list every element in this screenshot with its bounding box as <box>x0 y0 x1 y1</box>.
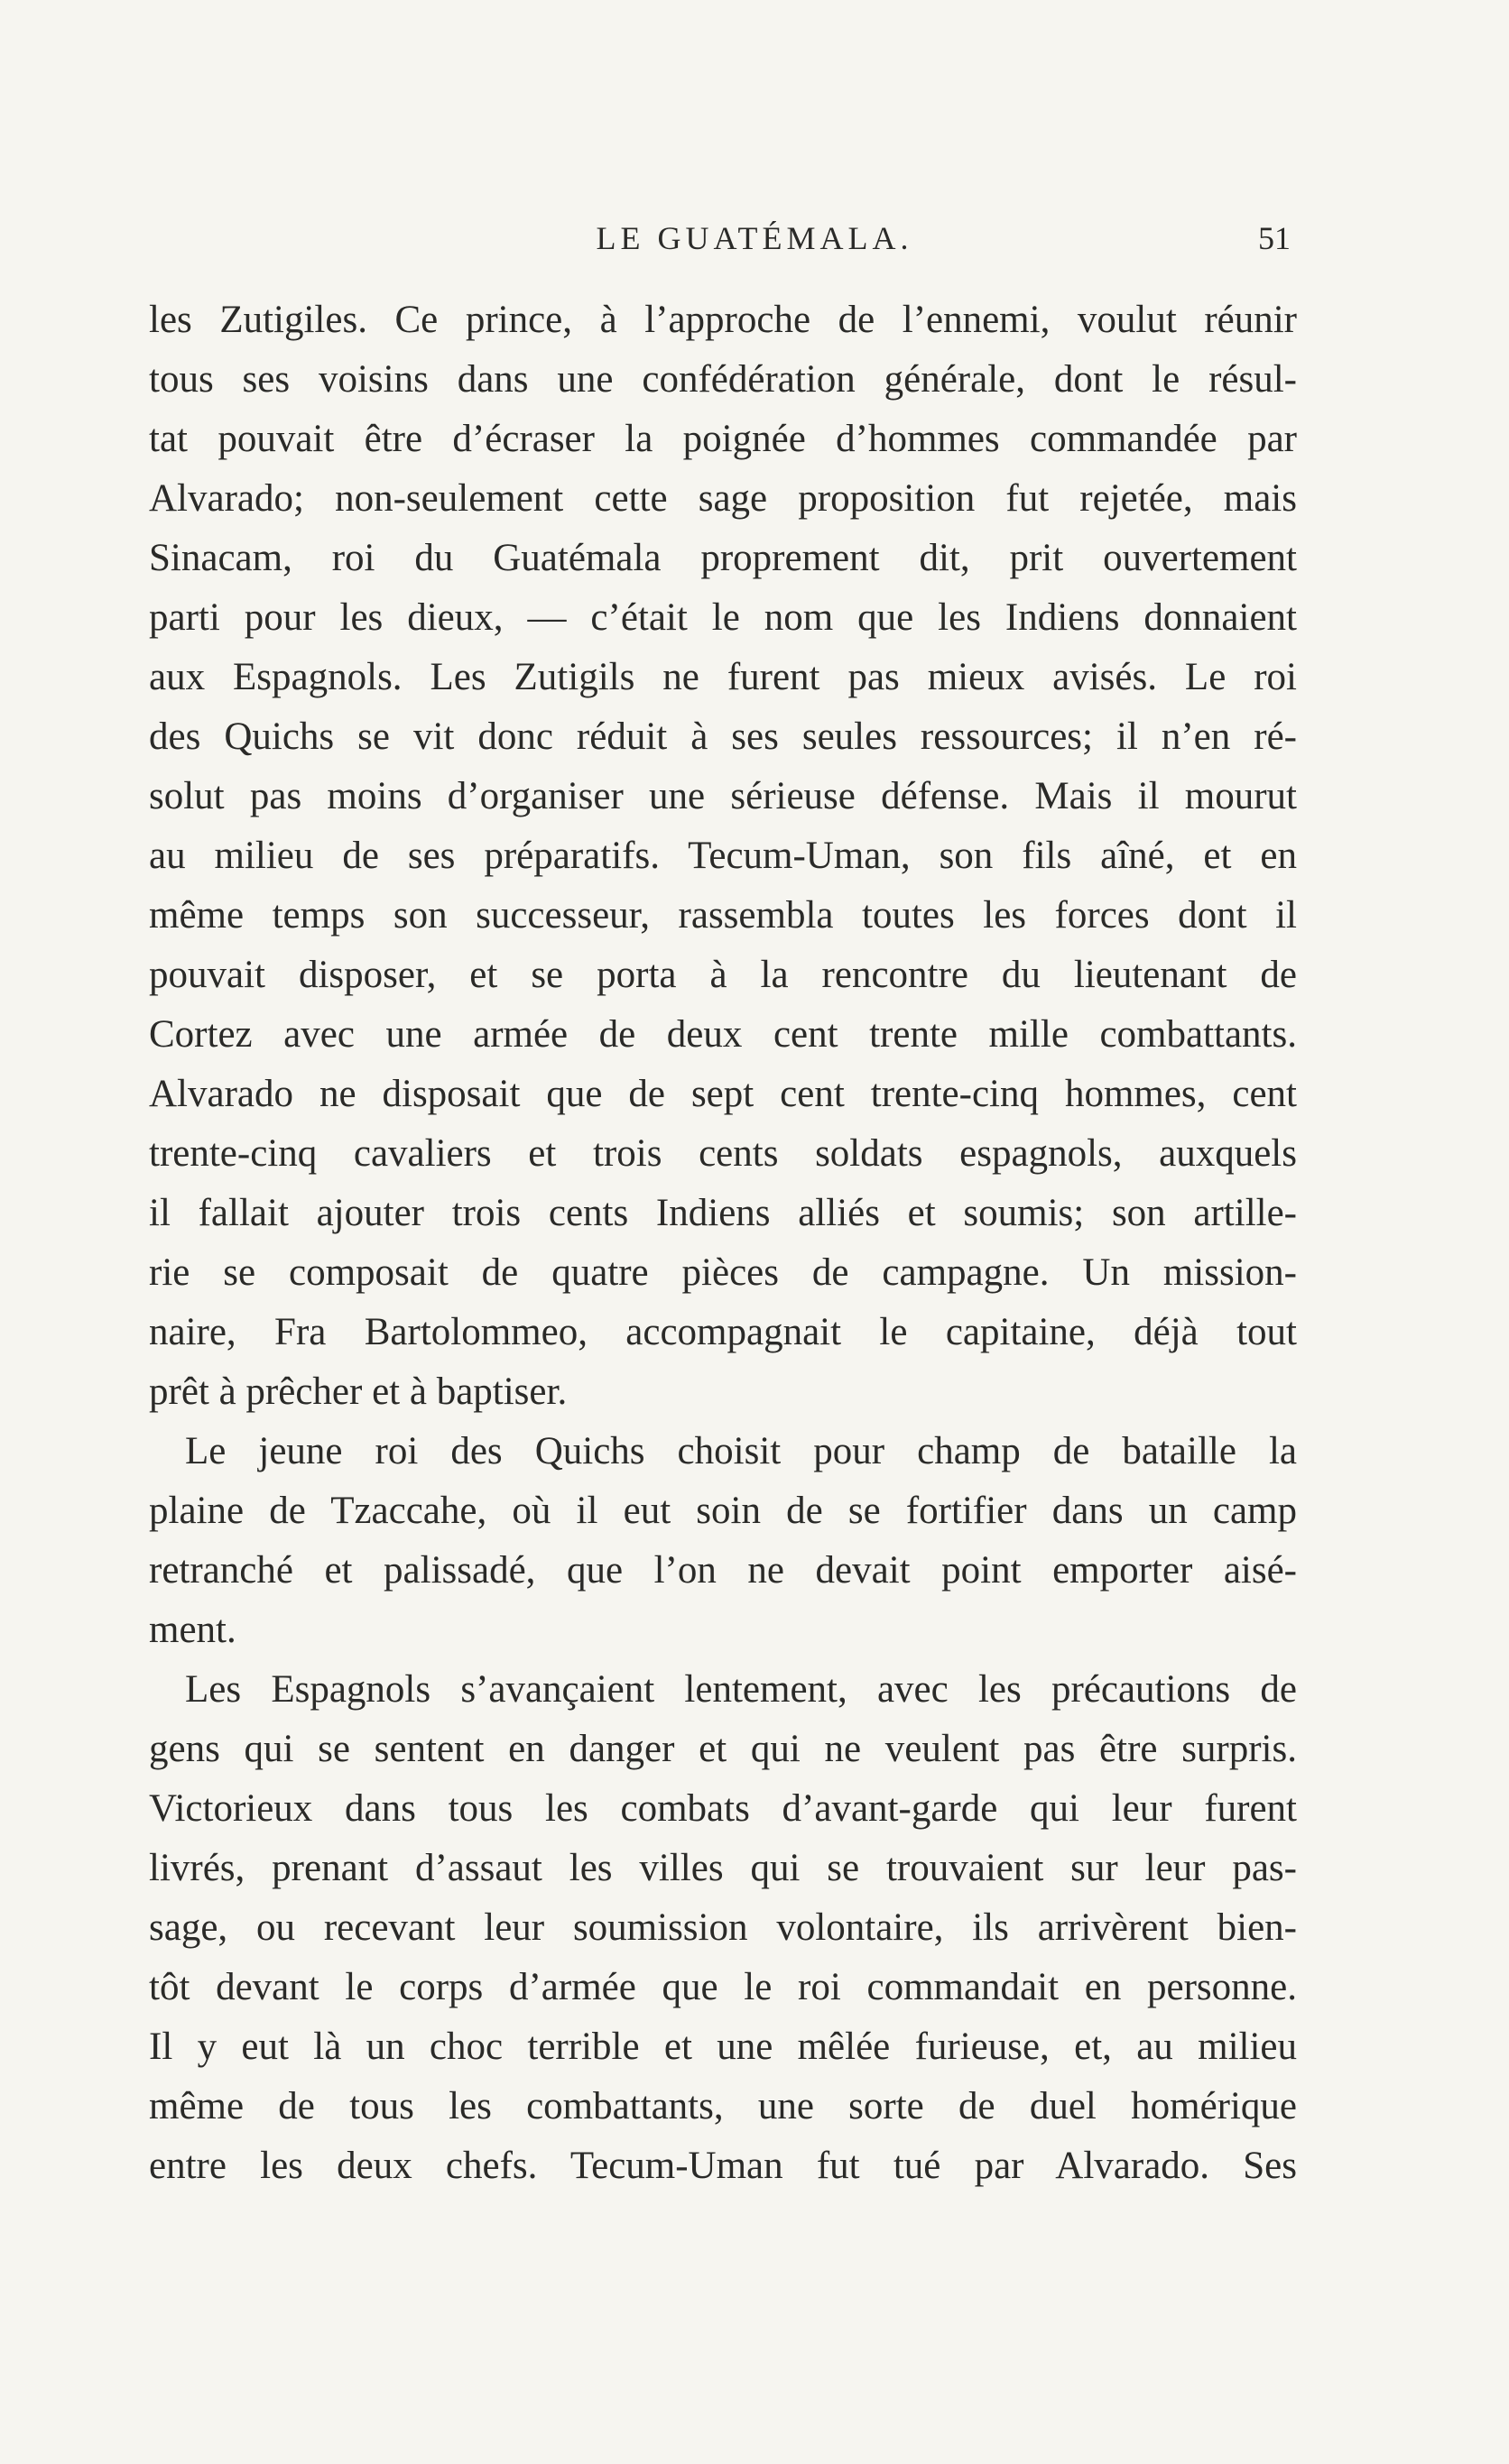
text-line: au milieu de ses préparatifs. Tecum-Uman, son fils aîné, et en <box>149 835 1297 877</box>
text-line: naire, Fra Bartolommeo, accompagnait le capitaine, déjà tout <box>149 1311 1297 1353</box>
text-line: pouvait disposer, et se porta à la rencontre du lieutenant de <box>149 954 1297 996</box>
text-line: tous ses voisins dans une confédération générale, dont le résul- <box>149 358 1297 401</box>
text-line: entre les deux chefs. Tecum-Uman fut tué par Alvarado. Ses <box>149 2145 1297 2187</box>
text-line: Cortez avec une armée de deux cent trente mille combattants. <box>149 1013 1297 1056</box>
text-line: même temps son successeur, rassembla toutes les forces dont il <box>149 894 1297 937</box>
text-line: tôt devant le corps d’armée que le roi commandait en personne. <box>149 1966 1297 2008</box>
text-line: Les Espagnols s’avançaient lentement, avec les précautions de <box>185 1668 1297 1711</box>
text-line: rie se composait de quatre pièces de campagne. Un mission- <box>149 1251 1297 1294</box>
running-title: LE GUATÉMALA. <box>596 220 913 256</box>
text-line: il fallait ajouter trois cents Indiens alliés et soumis; son artille- <box>149 1192 1297 1234</box>
running-head <box>0 218 1509 258</box>
text-line: plaine de Tzaccahe, où il eut soin de se fortifier dans un camp <box>149 1490 1297 1532</box>
text-line: Victorieux dans tous les combats d’avant-garde qui leur furent <box>149 1787 1297 1830</box>
text-line: livrés, prenant d’assaut les villes qui se trouvaient sur leur pas- <box>149 1847 1297 1889</box>
body-text <box>149 291 1297 2196</box>
text-line: parti pour les dieux, — c’était le nom que les Indiens donnaient <box>149 596 1297 639</box>
text-line: des Quichs se vit donc réduit à ses seules ressources; il n’en ré- <box>149 715 1297 758</box>
text-line: même de tous les combattants, une sorte de duel homérique <box>149 2085 1297 2127</box>
text-line: Alvarado ne disposait que de sept cent trente-cinq hommes, cent <box>149 1073 1297 1115</box>
text-line: les Zutigiles. Ce prince, à l’approche de l’ennemi, voulut réunir <box>149 299 1297 341</box>
text-line: aux Espagnols. Les Zutigils ne furent pas mieux avisés. Le roi <box>149 656 1297 698</box>
text-line: gens qui se sentent en danger et qui ne veulent pas être surpris. <box>149 1728 1297 1770</box>
text-line: sage, ou recevant leur soumission volontaire, ils arrivèrent bien- <box>149 1906 1297 1949</box>
text-line: prêt à prêcher et à baptiser. <box>149 1370 568 1413</box>
text-line: Sinacam, roi du Guatémala proprement dit, prit ouvertement <box>149 537 1297 579</box>
text-line: Le jeune roi des Quichs choisit pour champ de bataille la <box>185 1430 1297 1472</box>
page-number: 51 <box>1258 220 1291 256</box>
text-line: Il y eut là un choc terrible et une mêlée furieuse, et, au milieu <box>149 2026 1297 2068</box>
text-line: Alvarado; non-seulement cette sage proposition fut rejetée, mais <box>149 477 1297 520</box>
text-line: ment. <box>149 1609 236 1651</box>
text-line: tat pouvait être d’écraser la poignée d’hommes commandée par <box>149 418 1297 460</box>
text-line: retranché et palissadé, que l’on ne devait point emporter aisé- <box>149 1549 1297 1592</box>
text-line: trente-cinq cavaliers et trois cents soldats espagnols, auxquels <box>149 1132 1297 1175</box>
text-line: solut pas moins d’organiser une sérieuse défense. Mais il mourut <box>149 775 1297 817</box>
